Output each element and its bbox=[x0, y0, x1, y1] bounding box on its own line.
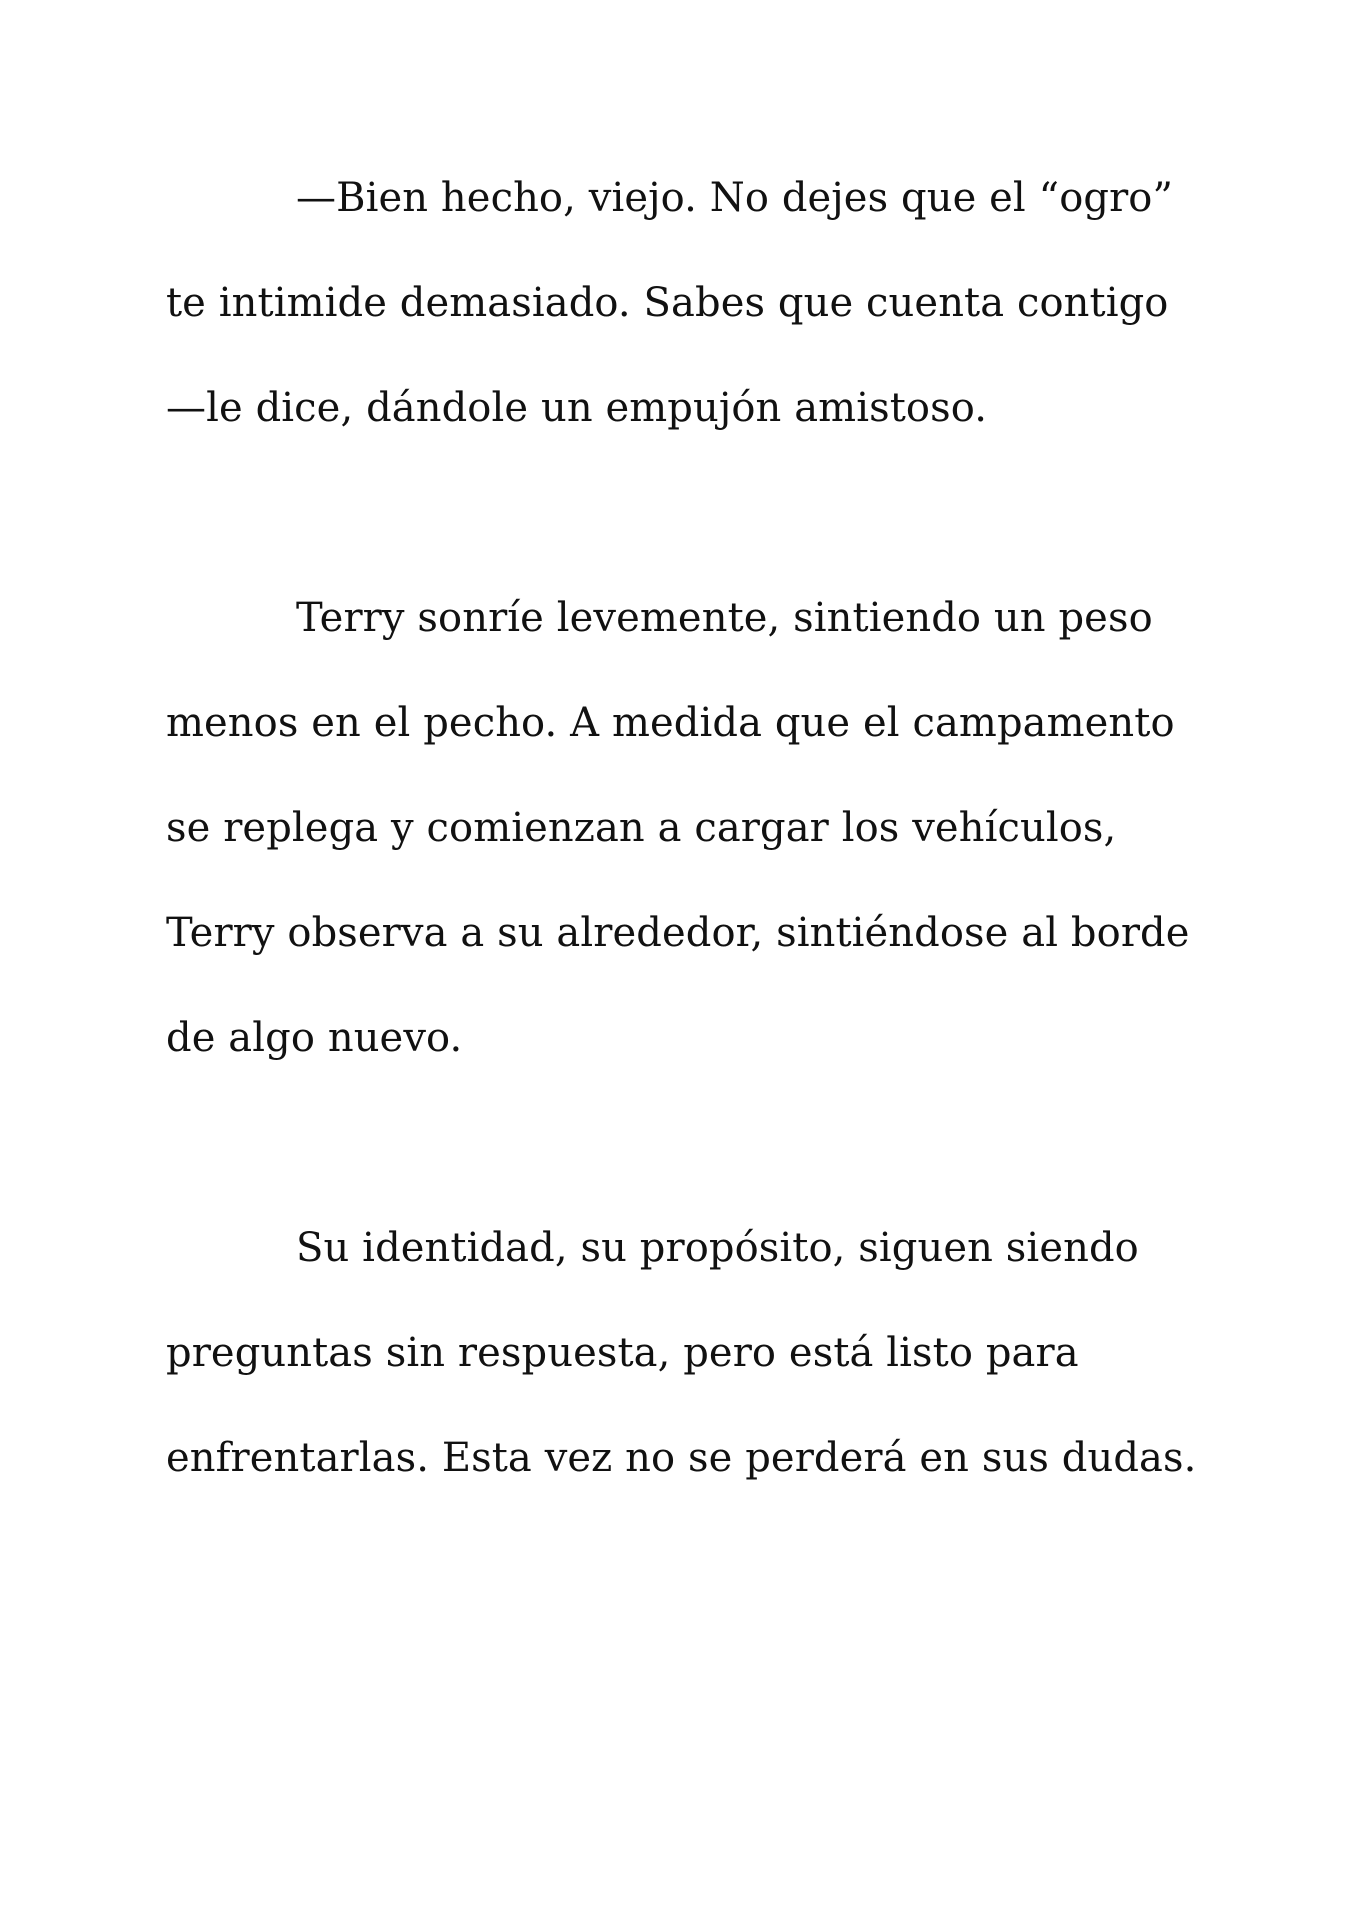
paragraph-1 bbox=[166, 163, 1196, 478]
text-line: se replega y comienzan a cargar los vehículos, bbox=[166, 805, 1117, 851]
text-line: te intimide demasiado. Sabes que cuenta contigo bbox=[166, 280, 1169, 326]
text-line: —Bien hecho, viejo. No dejes que el “ogro” bbox=[296, 175, 1174, 221]
text-line: preguntas sin respuesta, pero está listo para bbox=[166, 1330, 1079, 1376]
text-line: Su identidad, su propósito, siguen siendo bbox=[296, 1225, 1139, 1271]
paragraph-spacer bbox=[166, 1108, 1196, 1213]
text-line: de algo nuevo. bbox=[166, 1015, 463, 1061]
text-line: Terry sonríe levemente, sintiendo un peso bbox=[296, 595, 1153, 641]
body-text bbox=[166, 163, 1196, 1528]
paragraph-2 bbox=[166, 583, 1196, 1108]
paragraph-3 bbox=[166, 1213, 1196, 1528]
text-line: enfrentarlas. Esta vez no se perderá en sus dudas. bbox=[166, 1435, 1197, 1481]
text-line: —le dice, dándole un empujón amistoso. bbox=[166, 385, 988, 431]
text-line: Terry observa a su alrededor, sintiéndose al borde bbox=[166, 910, 1190, 956]
paragraph-spacer bbox=[166, 478, 1196, 583]
text-line: menos en el pecho. A medida que el campamento bbox=[166, 700, 1175, 746]
